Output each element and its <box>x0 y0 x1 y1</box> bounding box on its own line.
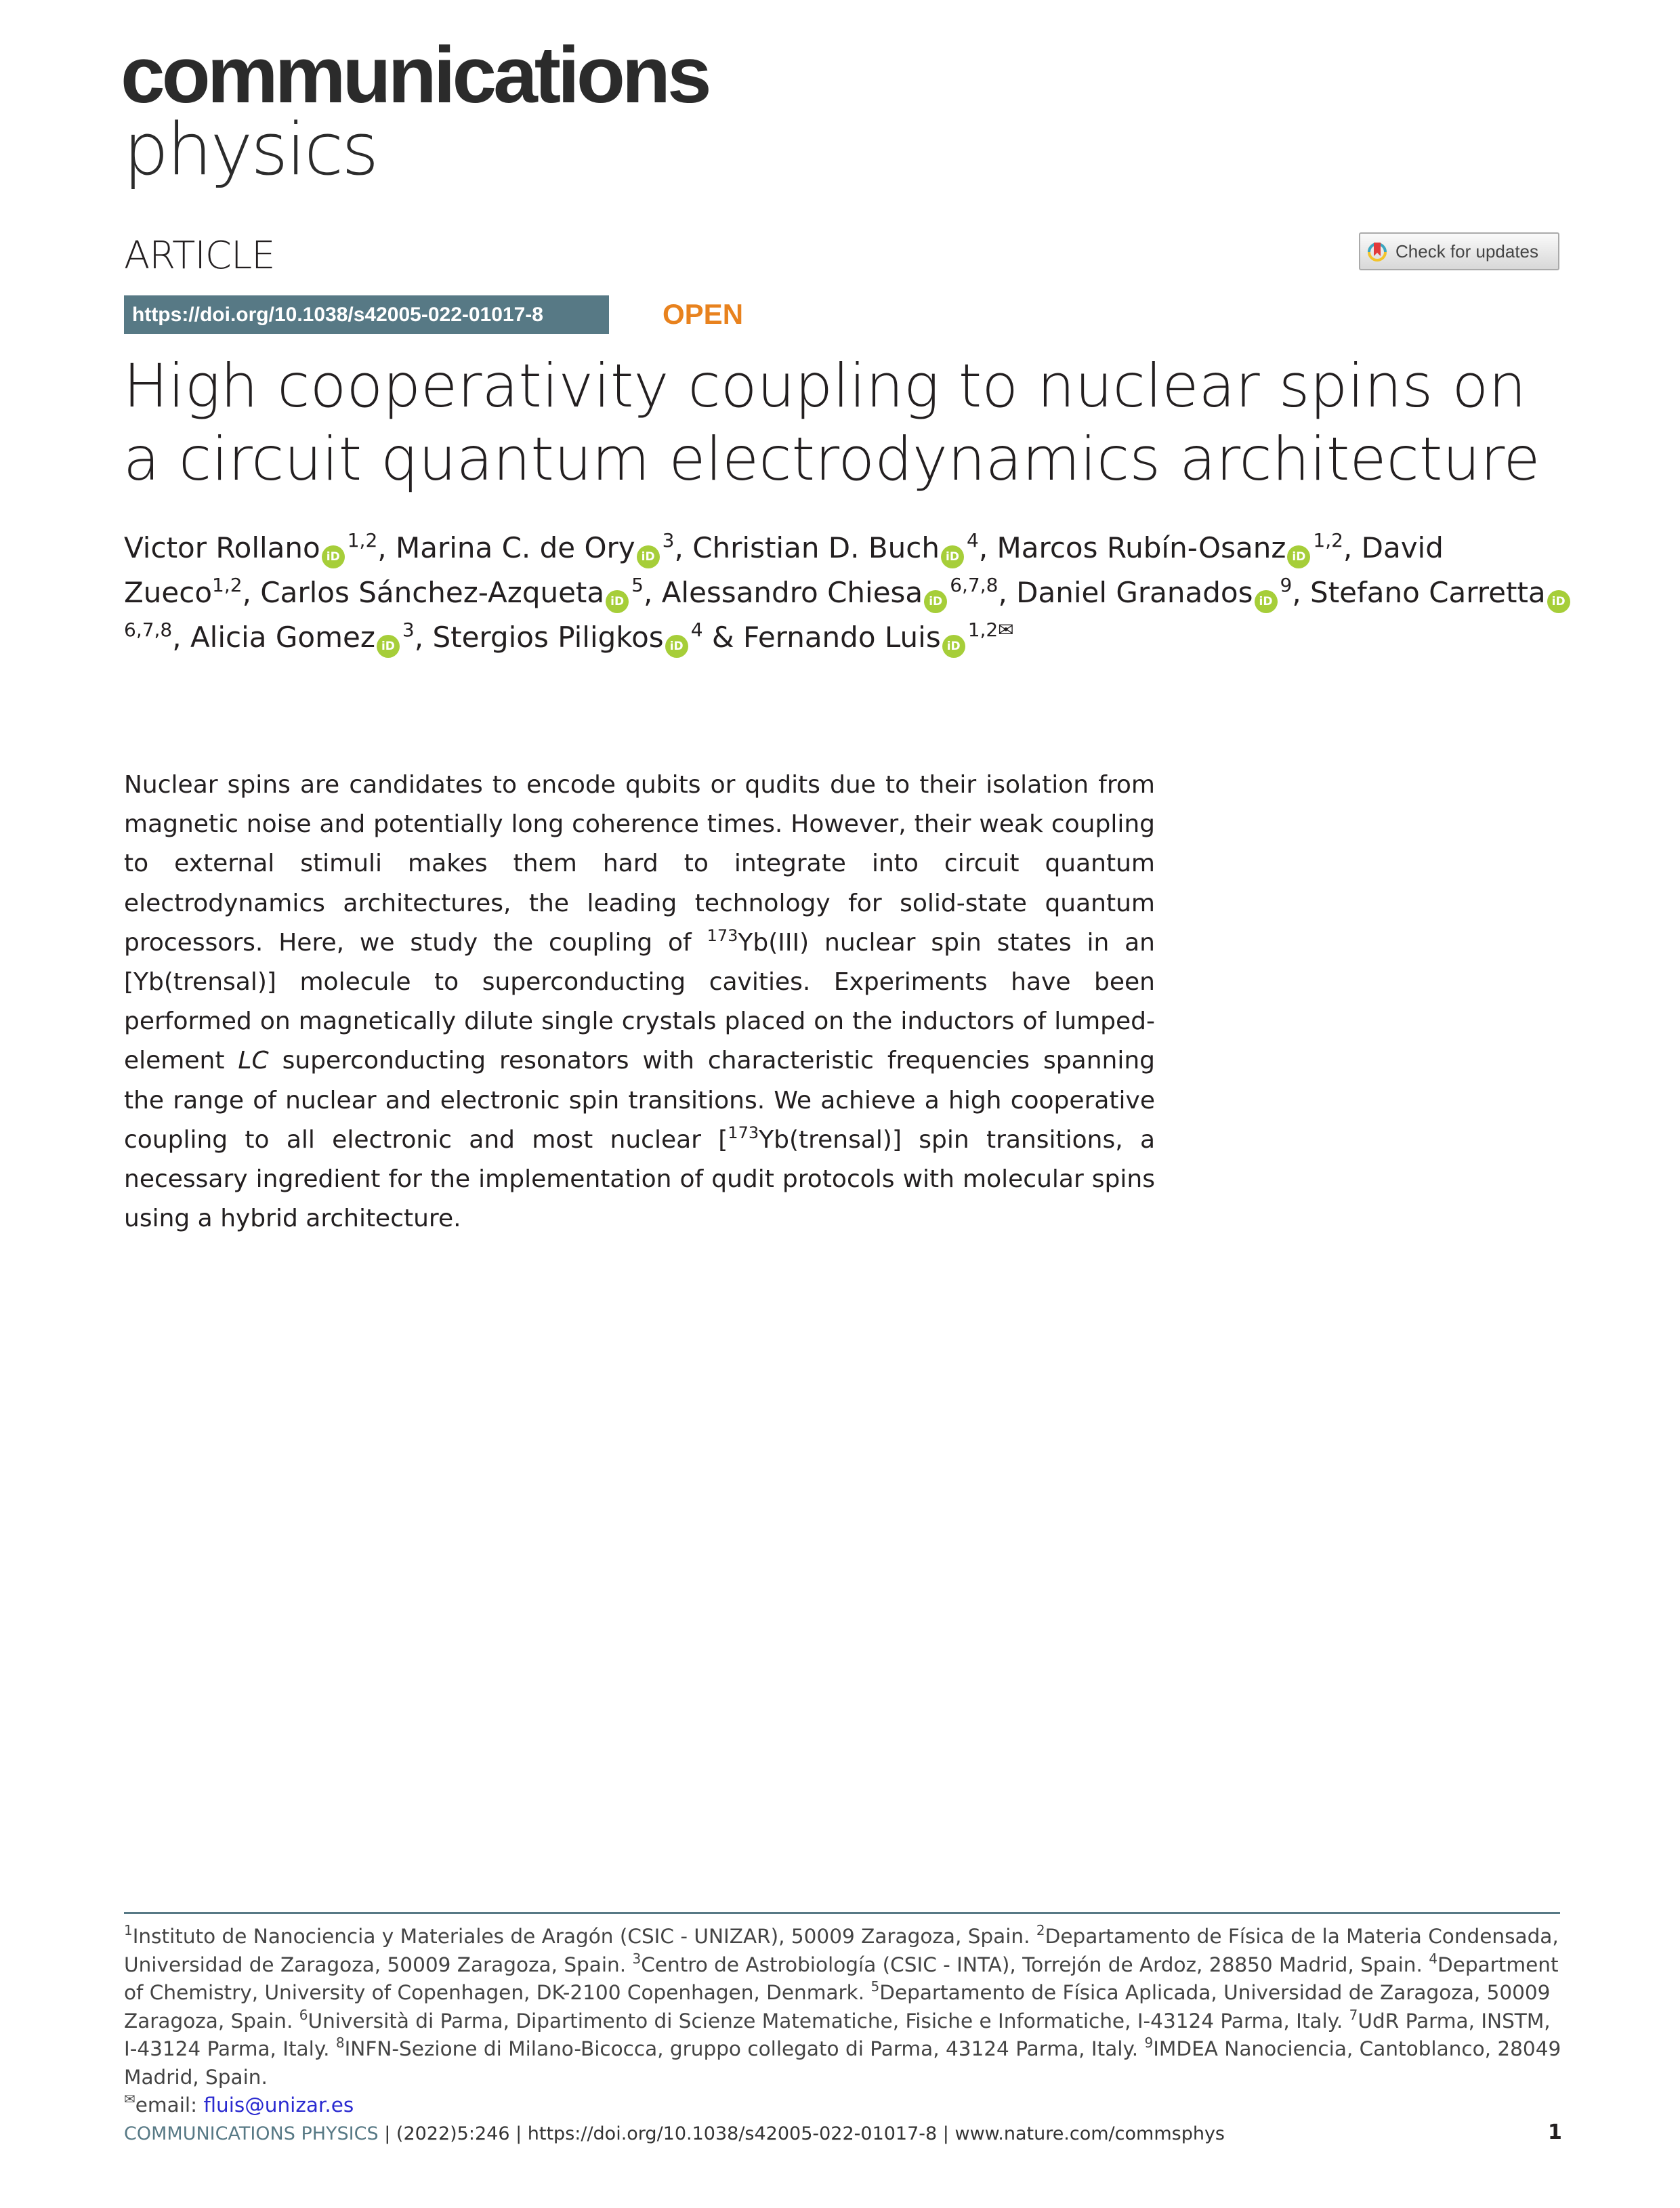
affiliation-number: 1 <box>124 1922 133 1938</box>
abstract-italic: LC <box>238 1047 269 1075</box>
affiliation-text: Departamento de Física de la Materia Condensada, Universidad de Zaragoza, 50009 Zaragoza, Spain. <box>124 1925 1559 1976</box>
author-affiliation-superscript: 9 <box>1280 574 1293 596</box>
author-affiliation-superscript: 1,2 <box>212 574 243 596</box>
page-number: 1 <box>1548 2121 1562 2144</box>
orcid-icon[interactable]: iD <box>637 545 660 568</box>
check-for-updates-label: Check for updates <box>1395 241 1539 262</box>
doi-link[interactable]: https://doi.org/10.1038/s42005-022-01017-8 <box>124 295 609 334</box>
affiliations <box>124 1923 1563 2120</box>
article-type: ARTICLE <box>124 234 275 278</box>
affiliation-text: Department of Chemistry, University of Copenhagen, DK-2100 Copenhagen, Denmark. <box>124 1953 1559 2004</box>
article-title: High cooperativity coupling to nuclear spins on a circuit quantum electrodynamics architecture <box>123 351 1540 494</box>
author-separator: , <box>998 576 1017 609</box>
abstract <box>124 766 1155 1238</box>
orcid-icon[interactable]: iD <box>1287 545 1310 568</box>
author-affiliation-superscript: 4 <box>690 619 703 641</box>
open-access-label: OPEN <box>663 298 744 330</box>
footer-separator: | <box>509 2123 528 2144</box>
footer-journal: COMMUNICATIONS PHYSICS <box>124 2123 379 2144</box>
footer-separator: | <box>378 2123 396 2144</box>
author-separator: , <box>242 576 261 609</box>
orcid-icon[interactable]: iD <box>1255 590 1278 613</box>
author-separator: , <box>643 576 662 609</box>
affiliation-number: 4 <box>1429 1950 1437 1967</box>
affiliation-number: 3 <box>632 1950 642 1967</box>
author-separator: , <box>414 621 433 654</box>
affiliation-number: 7 <box>1349 2006 1358 2023</box>
author-name[interactable]: Christian D. Buch <box>692 531 940 564</box>
affiliation-number: 8 <box>335 2035 345 2051</box>
orcid-icon[interactable]: iD <box>665 635 688 658</box>
abstract-text: Yb(trensal)] spin transitions, a necessary ingredient for the implementation of qudit protocols with molecular spins using a hybrid architecture. <box>124 1125 1155 1233</box>
author-name[interactable]: Stefano Carretta <box>1310 576 1546 609</box>
envelope-icon: ✉ <box>124 2091 135 2107</box>
author-name[interactable]: Marcos Rubín-Osanz <box>996 531 1286 564</box>
author-list <box>124 526 1574 660</box>
crossmark-icon <box>1367 237 1387 266</box>
author-affiliation-superscript: 5 <box>631 574 644 596</box>
author-name[interactable]: Marina C. de Ory <box>395 531 635 564</box>
author-affiliation-superscript: 1,2✉ <box>967 619 1014 641</box>
abstract-text: Yb(III) nuclear spin states in an [Yb(trensal)] molecule to superconducting cavities. Experiments have been performed on magnetically dilute single crystals placed on the inductors of lumped-element <box>124 928 1155 1075</box>
author-affiliation-superscript: 4 <box>966 529 979 551</box>
author-separator: , <box>1292 576 1311 609</box>
affiliation-text: Università di Parma, Dipartimento di Scienze Matematiche, Fisiche e Informatiche, I-43124 Parma, Italy. <box>308 2009 1349 2033</box>
affiliation-number: 9 <box>1144 2035 1154 2051</box>
orcid-icon[interactable]: iD <box>942 635 965 658</box>
email-link[interactable]: fluis@unizar.es <box>203 2094 354 2117</box>
orcid-icon[interactable]: iD <box>606 590 629 613</box>
check-for-updates-button[interactable] <box>1359 232 1559 270</box>
affiliations-divider <box>124 1912 1560 1914</box>
isotope-superscript: 173 <box>707 925 738 945</box>
author-separator: & <box>702 621 743 654</box>
author-name[interactable]: Fernando Luis <box>742 621 941 654</box>
author-separator: , <box>978 531 997 564</box>
affiliation-text: Centro de Astrobiología (CSIC - INTA), Torrejón de Ardoz, 28850 Madrid, Spain. <box>641 1953 1429 1976</box>
author-affiliation-superscript: 3 <box>662 529 675 551</box>
author-affiliation-superscript: 1,2 <box>347 529 378 551</box>
orcid-icon[interactable]: iD <box>924 590 947 613</box>
author-name[interactable]: Victor Rollano <box>124 531 320 564</box>
author-separator: , <box>377 531 396 564</box>
author-separator: , <box>1343 531 1362 564</box>
affiliation-text: IMDEA Nanociencia, Cantoblanco, 28049 Madrid, Spain. <box>124 2037 1561 2089</box>
author-name[interactable]: David Zueco <box>124 531 1444 609</box>
orcid-icon[interactable]: iD <box>1547 590 1570 613</box>
orcid-icon[interactable]: iD <box>377 635 400 658</box>
author-name[interactable]: Alicia Gomez <box>190 621 375 654</box>
author-affiliation-superscript: 6,7,8 <box>124 619 173 641</box>
isotope-superscript: 173 <box>728 1123 759 1142</box>
abstract-text: superconducting resonators with characteristic frequencies spanning the range of nuclear and electronic spin transitions. We achieve a high cooperative coupling to all electronic and most nuclear [ <box>124 1047 1155 1154</box>
author-affiliation-superscript: 3 <box>402 619 415 641</box>
author-separator: , <box>674 531 693 564</box>
affiliation-text: Departamento de Física Aplicada, Universidad de Zaragoza, 50009 Zaragoza, Spain. <box>124 1981 1551 2033</box>
footer-citation: (2022)5:246 <box>396 2123 510 2144</box>
abstract-text: Nuclear spins are candidates to encode qubits or qudits due to their isolation from magnetic noise and potentially long coherence times. However, their weak coupling to external stimuli makes them hard to integrate into circuit quantum electrodynamics architectures, the leading technology for solid-state quantum processors. Here, we study the coupling of <box>124 771 1155 957</box>
footer-separator: | <box>937 2123 955 2144</box>
footer-site-link[interactable]: www.nature.com/commsphys <box>954 2123 1225 2144</box>
affiliation-text: UdR Parma, INSTM, I-43124 Parma, Italy. <box>124 2009 1551 2060</box>
author-name[interactable]: Carlos Sánchez-Azqueta <box>260 576 605 609</box>
journal-logo-physics: physics <box>123 108 377 191</box>
affiliation-number: 6 <box>299 2006 308 2023</box>
journal-logo-communications: communications <box>121 30 709 120</box>
orcid-icon[interactable]: iD <box>941 545 964 568</box>
affiliation-number: 2 <box>1036 1922 1045 1938</box>
affiliation-text: Instituto de Nanociencia y Materiales de Aragón (CSIC - UNIZAR), 50009 Zaragoza, Spain. <box>132 1925 1036 1948</box>
author-affiliation-superscript: 6,7,8 <box>950 574 999 596</box>
affiliation-text: INFN-Sezione di Milano-Bicocca, gruppo collegato di Parma, 43124 Parma, Italy. <box>344 2037 1145 2060</box>
author-name[interactable]: Alessandro Chiesa <box>661 576 923 609</box>
author-separator: , <box>172 621 190 654</box>
page-footer <box>124 2123 1225 2144</box>
orcid-icon[interactable]: iD <box>322 545 345 568</box>
affiliation-number: 5 <box>870 1978 880 1995</box>
author-affiliation-superscript: 1,2 <box>1313 529 1343 551</box>
author-name[interactable]: Stergios Piligkos <box>432 621 664 654</box>
author-name[interactable]: Daniel Granados <box>1016 576 1253 609</box>
footer-doi-link[interactable]: https://doi.org/10.1038/s42005-022-01017-8 <box>527 2123 938 2144</box>
email-label: email: <box>135 2094 204 2117</box>
